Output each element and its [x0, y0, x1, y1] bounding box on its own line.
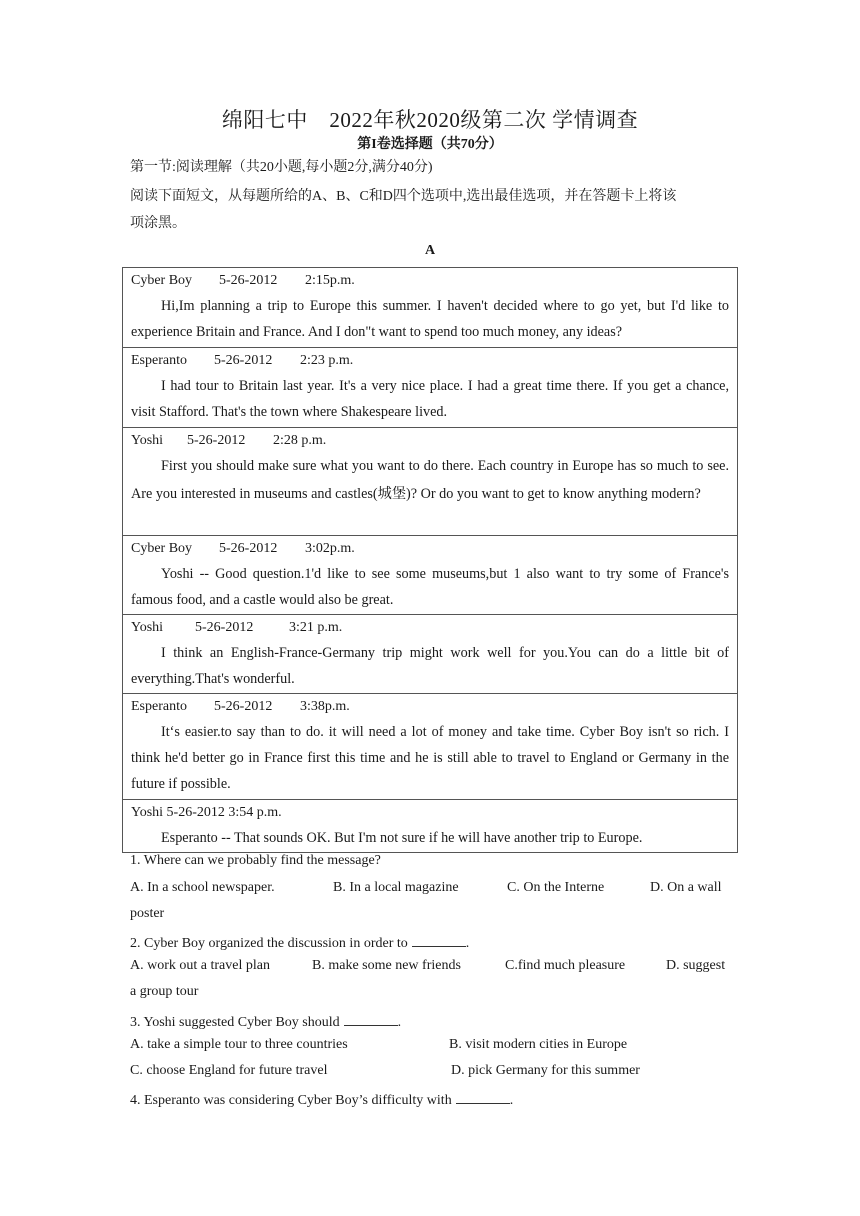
post-date: 5-26-2012	[195, 620, 254, 635]
post-body: It‘s easier.to say than to do. it will need a lot of money and take time. Cyber Boy isn't so rich. I think he'd better go in France first this time and he is still able to travel to England or Germany in the future if possible.	[131, 724, 729, 792]
post-body: I had tour to Britain last year. It's a very nice place. I had a great time there. If you get a chance, visit Stafford. That's the town where Shakespeare lived.	[131, 378, 729, 420]
question-stem: 1. Where can we probably find the message?	[130, 853, 381, 868]
post-header	[131, 348, 729, 373]
passage-label: A	[424, 243, 436, 258]
post-date: 5-26-2012	[187, 433, 246, 448]
post-date: 5-26-2012	[214, 353, 273, 368]
question-option: A. work out a travel plan	[130, 958, 270, 973]
forum-post	[123, 348, 737, 428]
question-option: B. visit modern cities in Europe	[449, 1037, 628, 1052]
post-body: First you should make sure what you want to do there. Each country in Europe has so much to see. Are you interested in museums and castles(城堡)? Or do you want to get to know anything modern?	[131, 458, 729, 502]
question-option: A. In a school newspaper.	[130, 880, 275, 895]
post-body: Esperanto -- That sounds OK. But I'm not sure if he will have another trip to Europe.	[161, 830, 643, 846]
question-stem: 2. Cyber Boy organized the discussion in order to .	[130, 932, 469, 952]
section-intro: 第一节:阅读理解（共20小题,每小题2分,满分40分)	[130, 160, 433, 175]
post-author: Esperanto	[131, 699, 187, 714]
question-option: B. In a local magazine	[333, 880, 459, 895]
post-time: 2:15p.m.	[305, 273, 355, 288]
question-option: C.find much pleasure	[505, 958, 626, 973]
forum-thread-table	[122, 267, 738, 853]
post-date: 5-26-2012	[214, 699, 273, 714]
page-subtitle: 第I卷选择题（共70分）	[357, 137, 503, 152]
post-author: Cyber Boy	[131, 273, 193, 288]
question-option: D. suggest	[666, 958, 726, 973]
question-option: D. pick Germany for this summer	[451, 1063, 640, 1078]
post-body: I think an English-France-Germany trip might work well for you.You can do a little bit of everything.That's wonderful.	[131, 645, 729, 687]
question-option: A. take a simple tour to three countries	[130, 1037, 348, 1052]
page-title: 绵阳七中 2022年秋2020级第二次 学情调查	[221, 108, 639, 132]
instruction-line-2: 项涂黑。	[130, 216, 186, 231]
question-option: C. On the Interne	[507, 880, 605, 895]
post-time: 3:38p.m.	[300, 699, 350, 714]
post-header	[131, 536, 729, 561]
forum-post	[123, 536, 737, 615]
question-stem: 3. Yoshi suggested Cyber Boy should .	[130, 1011, 401, 1031]
post-time: 3:21 p.m.	[289, 620, 343, 635]
post-header	[131, 268, 729, 293]
question-stem-text: 4. Esperanto was considering Cyber Boy’s difficulty with	[130, 1093, 452, 1108]
post-time: 2:23 p.m.	[300, 353, 354, 368]
forum-post	[123, 615, 737, 694]
post-author: Yoshi	[131, 620, 164, 635]
post-header	[131, 800, 729, 825]
post-body: Yoshi -- Good question.1'd like to see some museums,but 1 also want to try some of France's famous food, and a castle would also be great.	[131, 566, 729, 608]
question-option: C. choose England for future travel	[130, 1063, 328, 1078]
forum-post	[123, 694, 737, 800]
forum-post	[123, 428, 737, 536]
post-author: Yoshi	[131, 433, 164, 448]
question-stem-text: 3. Yoshi suggested Cyber Boy should	[130, 1015, 340, 1030]
question-stem-text: 2. Cyber Boy organized the discussion in order to	[130, 936, 408, 951]
post-date: 5-26-2012	[219, 273, 278, 288]
instruction-line-1: 阅读下面短文，从每题所给的A、B、C和D四个选项中,选出最佳选项，并在答题卡上将该	[130, 189, 677, 204]
post-date: 5-26-2012	[219, 541, 278, 556]
post-header	[131, 615, 729, 640]
answer-blank	[456, 1089, 510, 1104]
forum-post	[123, 800, 737, 852]
option-wrap-text: poster	[130, 906, 165, 921]
post-author: Esperanto	[131, 353, 187, 368]
question-option: B. make some new friends	[312, 958, 461, 973]
post-body: Hi,Im planning a trip to Europe this summer. I haven't decided where to go yet, but I'd like to experience Britain and France. And I don"t want to spend too much money, any ideas?	[131, 298, 729, 340]
forum-post	[123, 268, 737, 348]
post-author: Cyber Boy	[131, 541, 193, 556]
answer-blank	[412, 932, 466, 947]
post-header	[131, 694, 729, 719]
question-stem: 4. Esperanto was considering Cyber Boy’s difficulty with .	[130, 1089, 513, 1109]
option-wrap-text: a group tour	[130, 984, 199, 999]
post-time: 2:28 p.m.	[273, 433, 327, 448]
post-header	[131, 428, 729, 453]
post-time: 3:02p.m.	[305, 541, 355, 556]
question-option: D. On a wall	[650, 880, 722, 895]
answer-blank	[344, 1011, 398, 1026]
post-author: Yoshi 5-26-2012 3:54 p.m.	[131, 805, 282, 820]
